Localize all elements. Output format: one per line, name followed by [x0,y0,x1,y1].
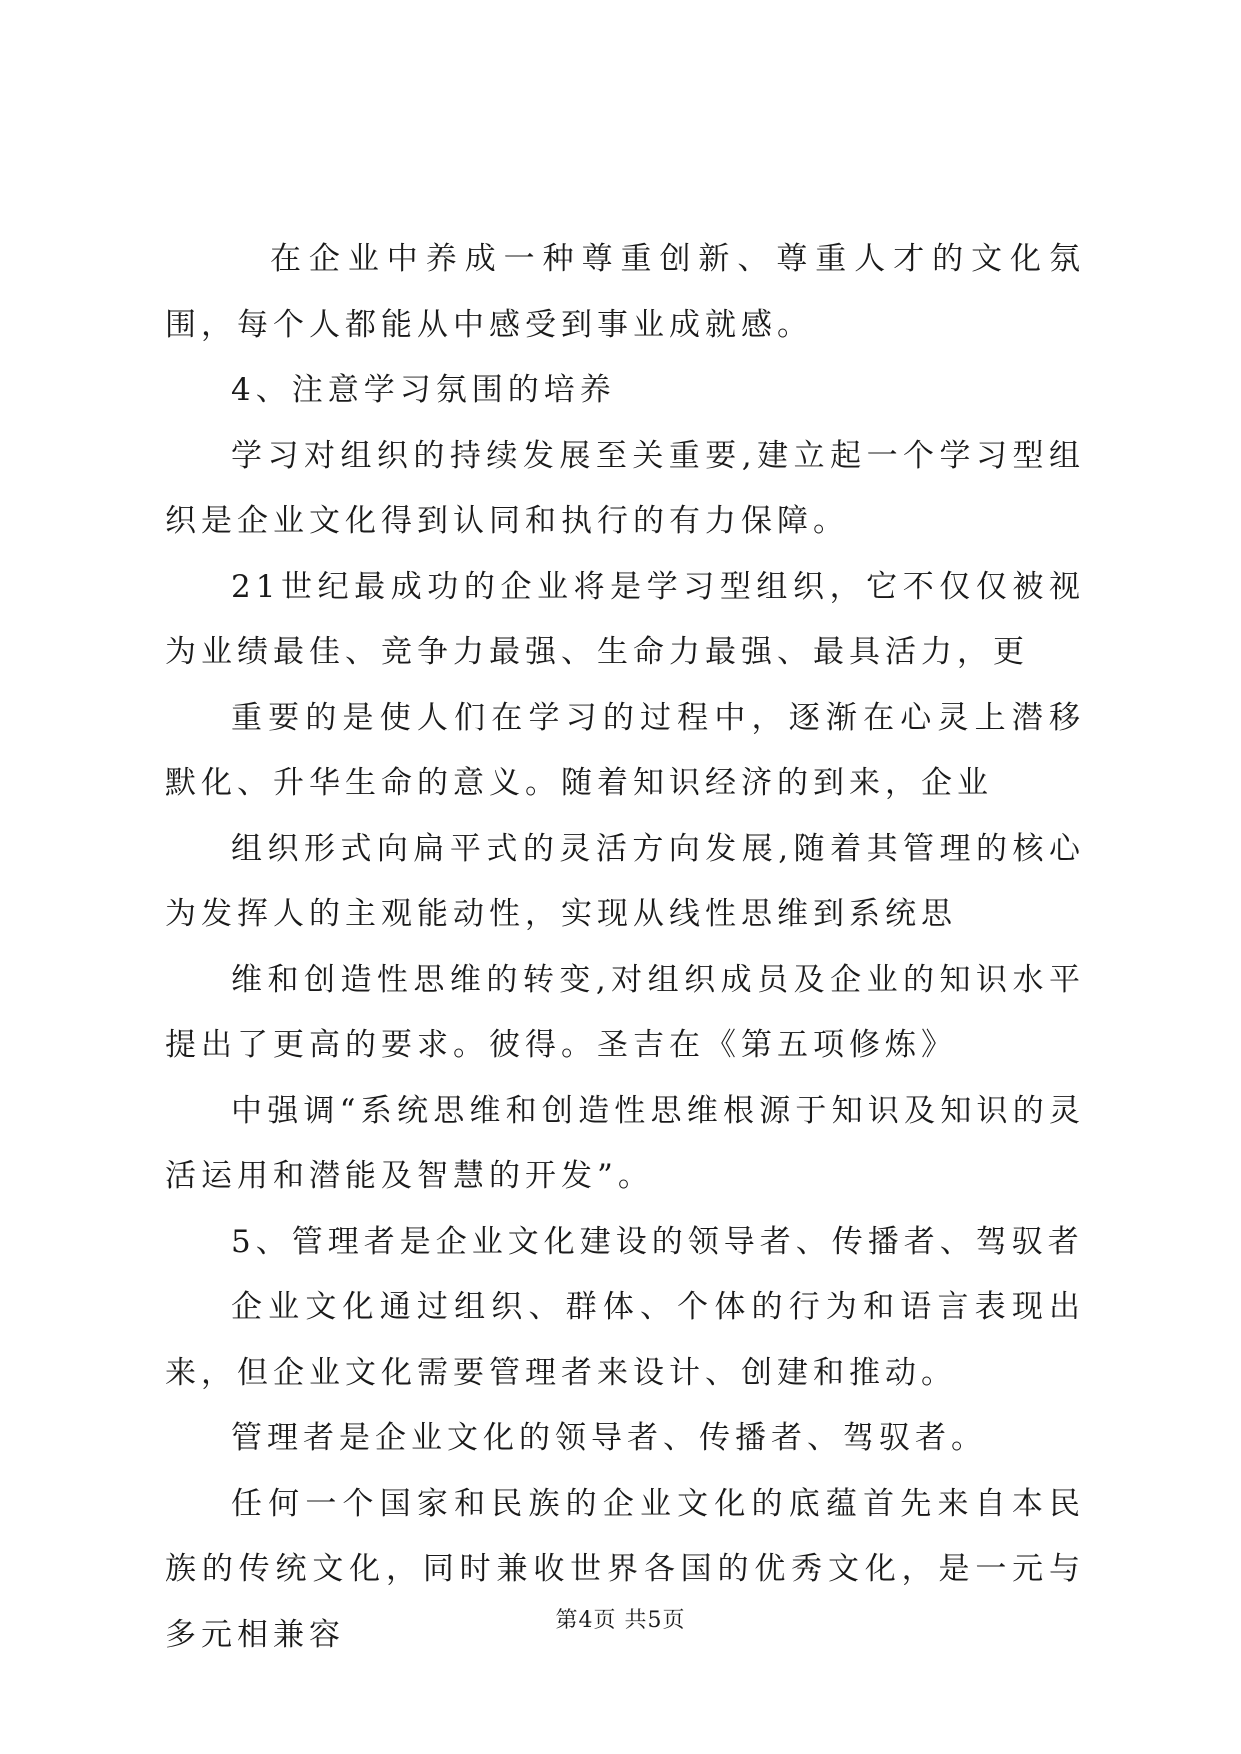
page-number-footer: 第4页 共5页 [555,1608,686,1633]
paragraph-9-heading: 5、管理者是企业文化建设的领导者、传播者、驾驭者 [231,1223,1084,1260]
paragraph-12: 任何一个国家和民族的企业文化的底蕴首先来自本民族的传统文化，同时兼收世界各国的优秀文化，是一元与多元相兼容 [165,1485,1085,1653]
paragraph-1: 在企业中养成一种尊重创新、尊重人才的文化氛围，每个人都能从中感受到事业成就感。 [165,241,1085,343]
document-body [165,227,1085,1668]
paragraph-3: 学习对组织的持续发展至关重要,建立起一个学习型组织是企业文化得到认同和执行的有力保障。 [165,437,1085,539]
paragraph-4: 21世纪最成功的企业将是学习型组织，它不仅仅被视为业绩最佳、竞争力最强、生命力最强、最具活力，更 [165,568,1085,670]
paragraph-5: 重要的是使人们在学习的过程中，逐渐在心灵上潜移默化、升华生命的意义。随着知识经济的到来，企业 [165,699,1085,801]
paragraph-6: 组织形式向扁平式的灵活方向发展,随着其管理的核心为发挥人的主观能动性，实现从线性思维到系统思 [165,830,1085,932]
paragraph-2-heading: 4、注意学习氛围的培养 [231,372,616,408]
paragraph-8: 中强调“系统思维和创造性思维根源于知识及知识的灵活运用和潜能及智慧的开发”。 [165,1092,1085,1194]
paragraph-10: 企业文化通过组织、群体、个体的行为和语言表现出来，但企业文化需要管理者来设计、创建和推动。 [165,1289,1085,1391]
paragraph-7: 维和创造性思维的转变,对组织成员及企业的知识水平提出了更高的要求。彼得。圣吉在《第五项修炼》 [165,961,1085,1063]
paragraph-11: 管理者是企业文化的领导者、传播者、驾驭者。 [231,1420,987,1456]
